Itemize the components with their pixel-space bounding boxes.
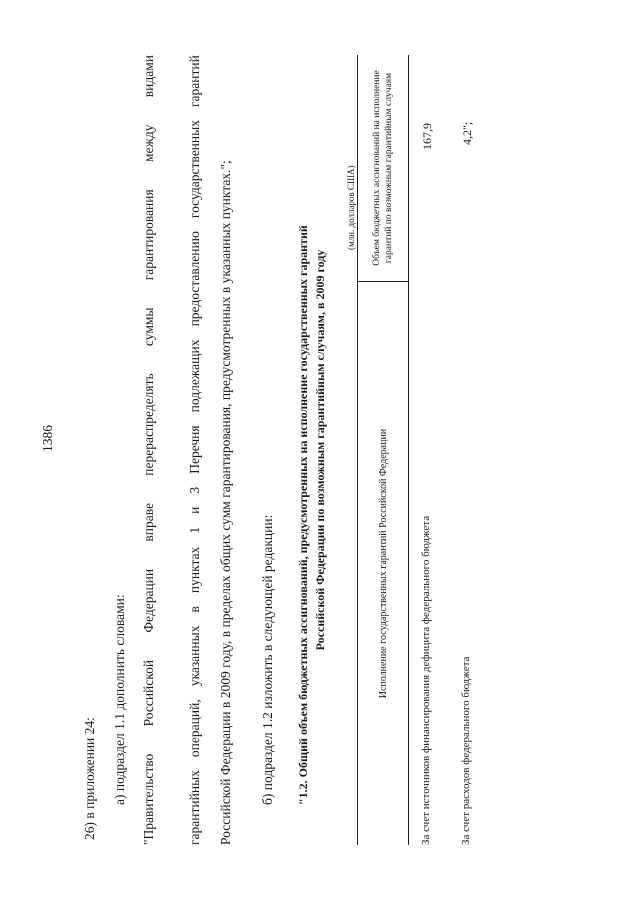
page-number: 1386: [40, 425, 55, 452]
guarantees-table-header: [357, 55, 409, 845]
word: "Правительство: [141, 753, 156, 845]
word: пунктах: [187, 546, 202, 594]
word: 1: [187, 526, 202, 534]
section-title-line-2: Российской Федерации по возможным гарантийным случаям, в 2009 году: [313, 249, 327, 651]
word: указанных: [187, 625, 202, 687]
word: видами: [141, 55, 156, 98]
word: суммы: [141, 307, 156, 347]
word: 3: [187, 486, 202, 494]
table-row-label: За счет расходов федерального бюджета: [460, 656, 472, 845]
unit-note: (млн. долларов США): [346, 165, 356, 250]
column-header-allocations: Объем бюджетных ассигнований на исполнение гарантий по возможным гарантийным случаям: [372, 70, 394, 266]
word: и: [187, 506, 202, 514]
word: вправе: [141, 502, 156, 542]
word: гарантий: [187, 55, 202, 107]
quote-line-3: Российской Федерации в 2009 году, в пределах общих сумм гарантирования, предусмотренных в указанных пунктах.";: [218, 160, 233, 845]
word: гарантирования: [141, 189, 156, 281]
item-26b: 26) в приложении 24:: [82, 717, 97, 840]
section-title-line-1: "1.2. Общий объем бюджетных ассигнований, предусмотренных на исполнение государственных гарантий: [296, 225, 310, 805]
quote-line-2: [187, 55, 203, 845]
word: государственных: [187, 120, 202, 219]
word: Российской: [141, 659, 156, 727]
subitem-a: а) подраздел 1.1 дополнить словами:: [112, 594, 127, 805]
table-row-value: 4,2";: [460, 121, 474, 145]
table-row-label: За счет источников финансирования дефицита федерального бюджета: [420, 515, 432, 845]
word: перераспределять: [141, 373, 156, 476]
word: гарантийных: [187, 770, 202, 845]
word: операций,: [187, 699, 202, 758]
word: между: [141, 124, 156, 163]
table-row-value: 167,9: [420, 123, 434, 150]
word: подлежащих: [187, 339, 202, 413]
word: предоставлению: [187, 231, 202, 327]
subitem-b: б) подраздел 1.2 изложить в следующей редакции:: [260, 514, 275, 805]
word: в: [187, 606, 202, 613]
word: Федерации: [141, 568, 156, 633]
column-header-guarantees: Исполнение государственных гарантий Российской Федерации: [358, 281, 408, 845]
word: Перечня: [187, 425, 202, 474]
quote-line-1: [141, 55, 157, 845]
